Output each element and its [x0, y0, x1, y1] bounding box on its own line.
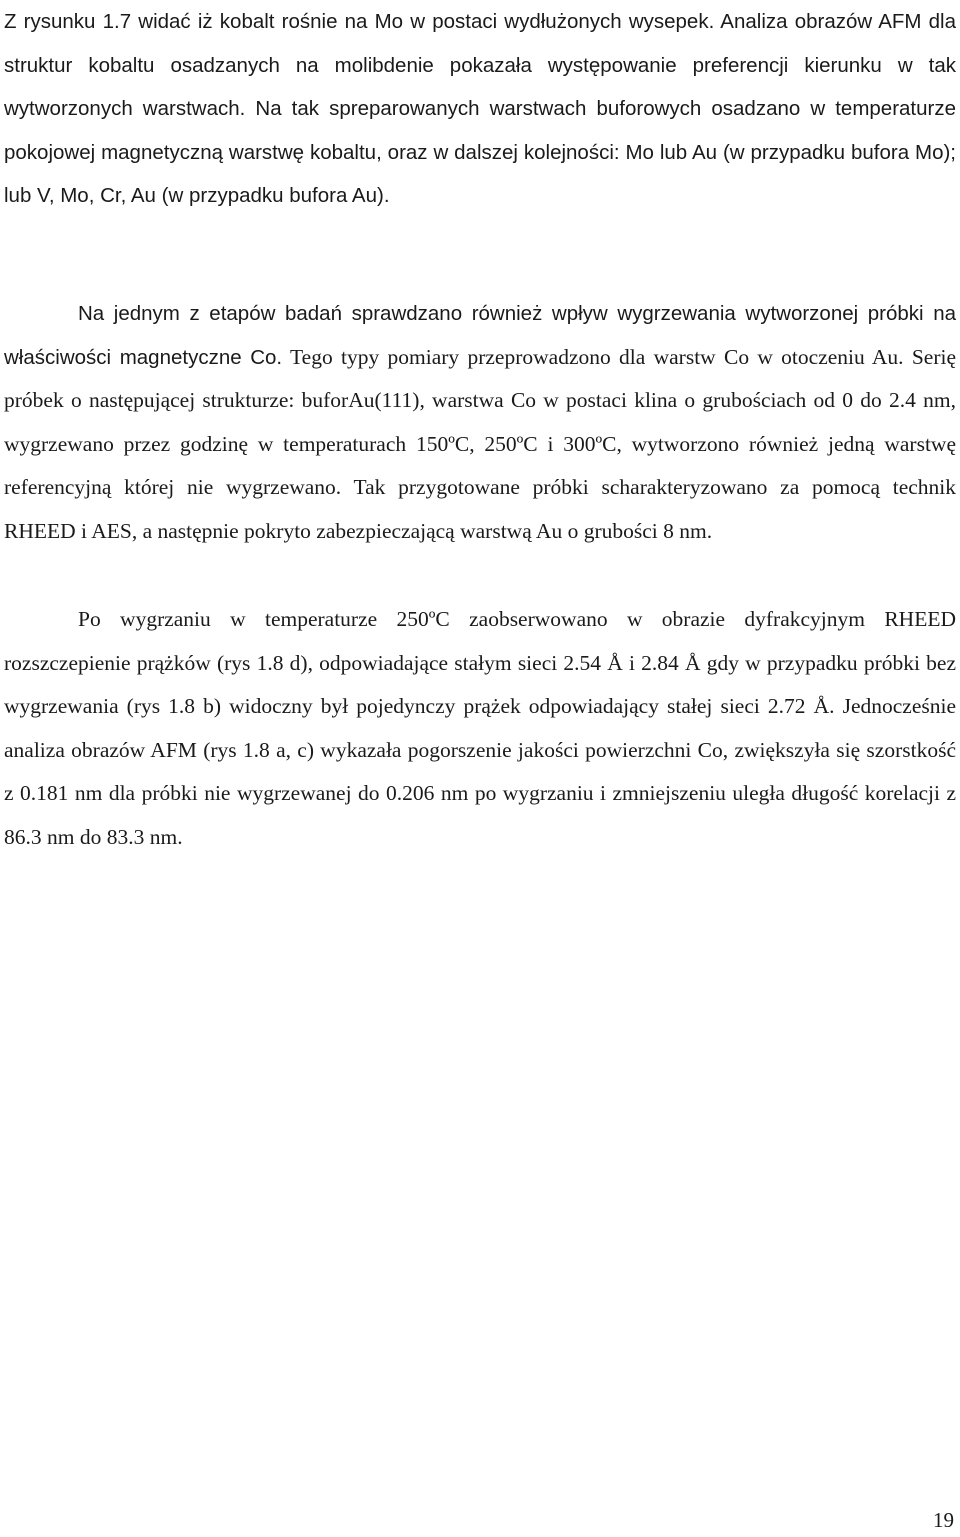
page-number: 19 [933, 1508, 954, 1532]
paragraph-2 [4, 292, 956, 554]
paragraph-2-serif-part: Tego typy pomiary przeprowadzono dla warstw Co w otoczeniu Au. Serię próbek o następującej strukturze: buforAu(111), warstwa Co w postaci klina o grubościach od 0 do 2.4 nm, wygrzewano przez godzinę w temperaturach 150ºC, 250ºC i 300ºC, wytworzono również jedną warstwę referencyjną której nie wygrzewano. Tak przygotowane próbki scharakteryzowano za pomocą technik RHEED i AES, a następnie pokryto zabezpieczającą warstwą Au o grubości 8 nm. [4, 344, 956, 543]
paragraph-1: Z rysunku 1.7 widać iż kobalt rośnie na Mo w postaci wydłużonych wysepek. Analiza obrazów AFM dla struktur kobaltu osadzanych na molibdenie pokazała występowanie preferencji kierunku w tak wytworzonych warstwach. Na tak spreparowanych warstwach buforowych osadzano w temperaturze pokojowej magnetyczną warstwę kobaltu, oraz w dalszej kolejności: Mo lub Au (w przypadku bufora Mo); lub V, Mo, Cr, Au (w przypadku bufora Au). [4, 10, 956, 208]
paragraph-3: Po wygrzaniu w temperaturze 250ºC zaobserwowano w obrazie dyfrakcyjnym RHEED rozszczepienie prążków (rys 1.8 d), odpowiadające stałym sieci 2.54 Å i 2.84 Å gdy w przypadku próbki bez wygrzewania (rys 1.8 b) widoczny był pojedynczy prążek odpowiadający stałej sieci 2.72 Å. Jednocześnie analiza obrazów AFM (rys 1.8 a, c) wykazała pogorszenie jakości powierzchni Co, zwiększyła się szorstkość z 0.181 nm dla próbki nie wygrzewanej do 0.206 nm po wygrzaniu i zmniejszeniu uległa długość korelacji z 86.3 nm do 83.3 nm. [4, 607, 956, 849]
paragraph-2-sans-part: Na jednym z etapów badań sprawdzano również wpływ wygrzewania wytworzonej próbki na właściwości magnetyczne Co. [4, 302, 956, 369]
